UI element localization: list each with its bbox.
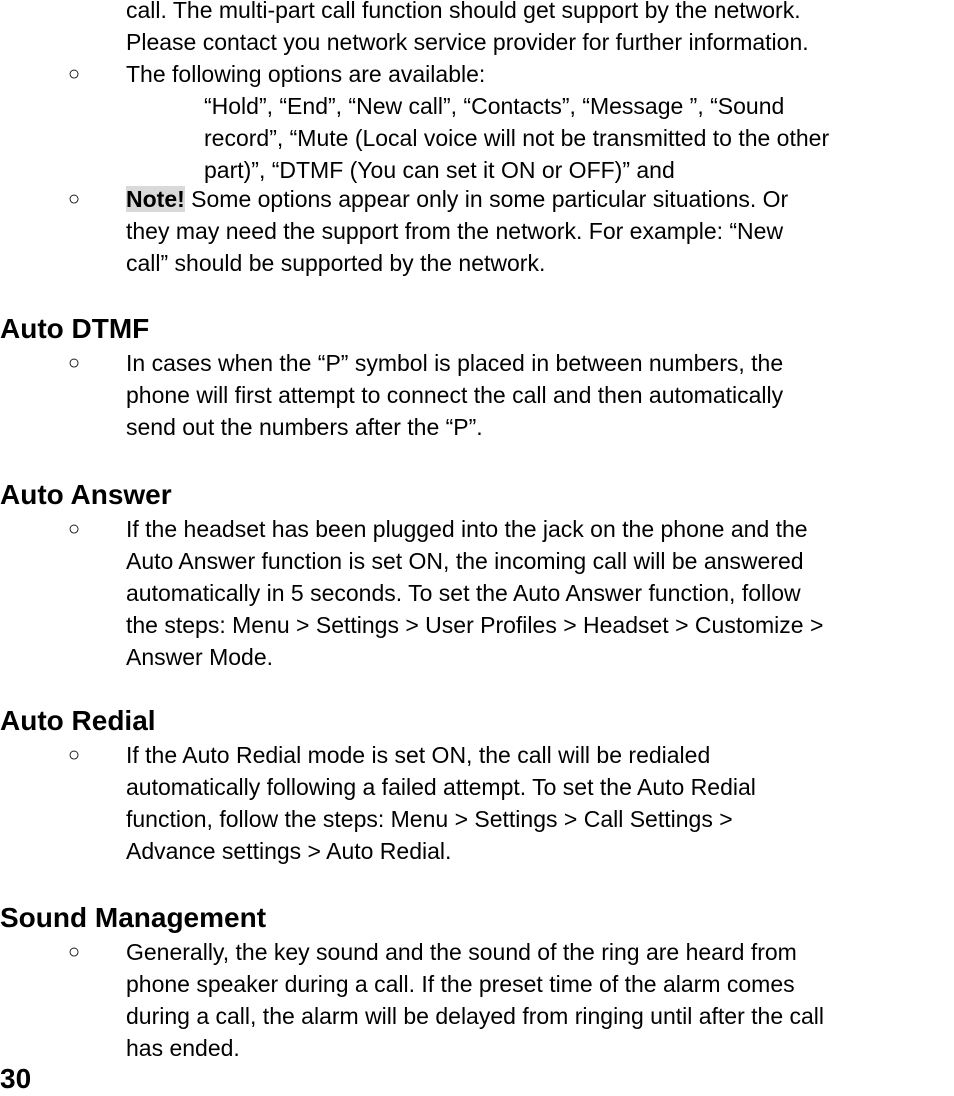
sound-management-line: phone speaker during a call. If the preset time of the alarm comes — [126, 971, 795, 997]
bullet-marker: ○ — [68, 744, 81, 766]
intro-line: call. The multi-part call function should get support by the network. — [126, 0, 801, 23]
auto-redial-line: Advance settings > Auto Redial. — [126, 838, 452, 864]
auto-redial-line: function, follow the steps: Menu > Settings > Call Settings > — [126, 806, 733, 832]
note-label: Note! — [126, 186, 185, 212]
bullet-marker: ○ — [68, 352, 81, 374]
page-number: 30 — [0, 1063, 32, 1094]
auto-redial-line: If the Auto Redial mode is set ON, the call will be redialed — [126, 742, 711, 768]
note-first-line-text: Some options appear only in some particular situations. Or — [184, 186, 789, 212]
sound-management-line: has ended. — [126, 1035, 240, 1061]
intro-line: Please contact you network service provider for further information. — [126, 29, 809, 55]
bullet-marker: ○ — [68, 188, 81, 210]
note-line: they may need the support from the network. For example: “New — [126, 218, 784, 244]
auto-dtmf-line: send out the numbers after the “P”. — [126, 414, 483, 440]
section-heading-auto-answer: Auto Answer — [0, 479, 172, 510]
options-sub-line: record”, “Mute (Local voice will not be transmitted to the other — [204, 125, 830, 151]
sound-management-text — [126, 936, 952, 1064]
note-first-line — [126, 183, 952, 215]
auto-answer-line: the steps: Menu > Settings > User Profiles > Headset > Customize > — [126, 612, 824, 638]
intro-paragraph — [126, 0, 952, 58]
section-heading-auto-dtmf: Auto DTMF — [0, 313, 150, 344]
section-heading-sound-management: Sound Management — [0, 902, 267, 933]
bullet-marker: ○ — [68, 941, 81, 963]
options-line: The following options are available: — [126, 61, 486, 87]
auto-answer-line: automatically in 5 seconds. To set the Auto Answer function, follow — [126, 580, 801, 606]
options-sub-line: part)”, “DTMF (You can set it ON or OFF)” and — [204, 157, 675, 183]
auto-redial-text — [126, 739, 952, 867]
auto-dtmf-text — [126, 347, 952, 443]
options-bullet-text — [126, 58, 952, 90]
section-heading-auto-redial: Auto Redial — [0, 705, 156, 736]
auto-answer-line: Auto Answer function is set ON, the incoming call will be answered — [126, 548, 804, 574]
auto-answer-line: If the headset has been plugged into the jack on the phone and the — [126, 516, 808, 542]
auto-redial-line: automatically following a failed attempt. To set the Auto Redial — [126, 774, 756, 800]
auto-answer-line: Answer Mode. — [126, 644, 274, 670]
auto-dtmf-line: In cases when the “P” symbol is placed in between numbers, the — [126, 350, 784, 376]
note-line: call” should be supported by the network. — [126, 250, 546, 276]
sound-management-line: Generally, the key sound and the sound of the ring are heard from — [126, 939, 797, 965]
auto-dtmf-line: phone will first attempt to connect the call and then automatically — [126, 382, 784, 408]
auto-answer-text — [126, 513, 952, 673]
options-list — [204, 90, 952, 186]
options-sub-line: “Hold”, “End”, “New call”, “Contacts”, “Message ”, “Sound — [204, 93, 785, 119]
bullet-marker: ○ — [68, 518, 81, 540]
sound-management-line: during a call, the alarm will be delayed from ringing until after the call — [126, 1003, 825, 1029]
note-bullet-text — [126, 183, 952, 279]
bullet-marker: ○ — [68, 63, 81, 85]
